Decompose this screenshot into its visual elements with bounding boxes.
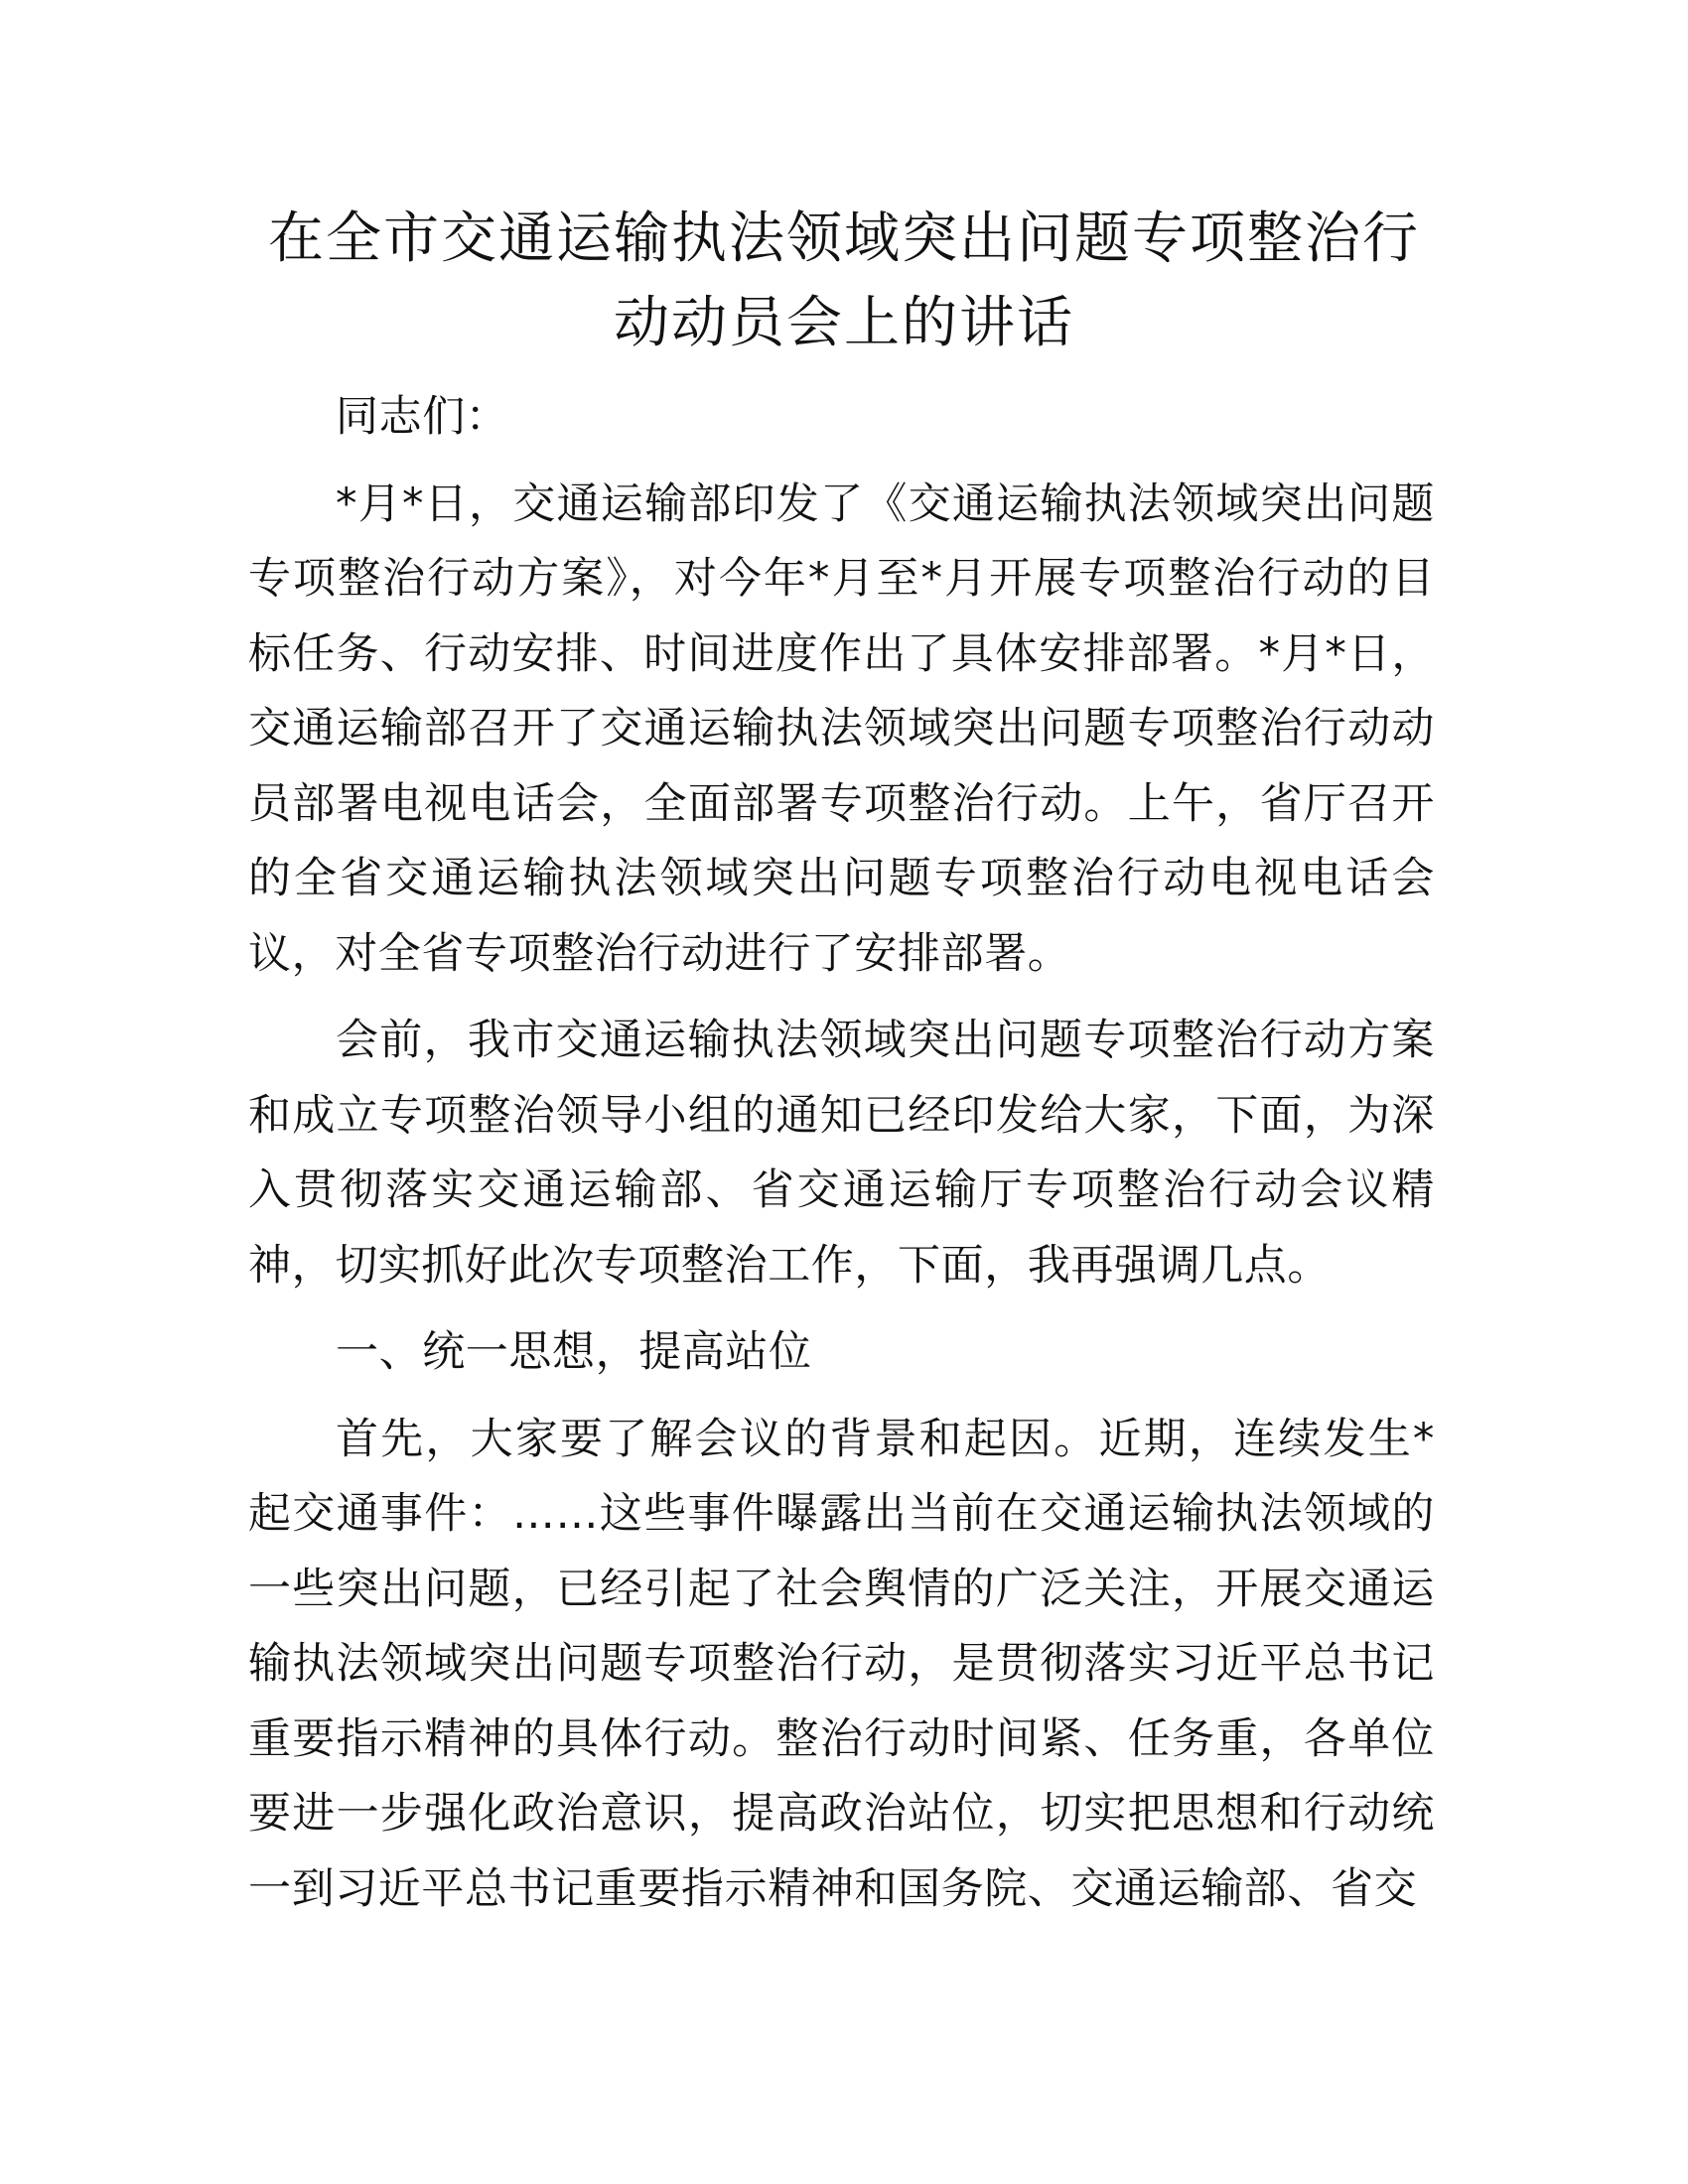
salutation: 同志们： xyxy=(336,392,509,442)
title-line-2: 动动员会上的讲话 xyxy=(614,291,1074,355)
document-body xyxy=(248,380,1435,1939)
body-paragraph-1: *月*日，交通运输部印发了《交通运输执法领域突出问题专项整治行动方案》，对今年*月至*月开展专项整治行动的目标任务、行动安排、时间进度作出了具体安排部署。*月*日，交通运输部召开了交通运输执法领域突出问题专项整治行动动员部署电视电话会，全面部署专项整治行动。上午，省厅召开的全省交通运输执法领域突出问题专项整治行动电视电话会议，对全省专项整治行动进行了安排部署。 xyxy=(248,478,1435,979)
title-line-1: 在全市交通运输执法领域突出问题专项整治行 xyxy=(268,206,1420,271)
body-paragraph-2: 会前，我市交通运输执法领域突出问题专项整治行动方案和成立专项整治领导小组的通知已经印发给大家，下面，为深入贯彻落实交通运输部、省交通运输厅专项整治行动会议精神，切实抓好此次专项整治工作，下面，我再强调几点。 xyxy=(248,1016,1435,1291)
document-title xyxy=(228,197,1460,365)
section-paragraph: 首先，大家要了解会议的背景和起因。近期，连续发生*起交通事件：……这些事件曝露出当前在交通运输执法领域的一些突出问题，已经引起了社会舆情的广泛关注，开展交通运输执法领域突出问题专项整治行动，是贯彻落实习近平总书记重要指示精神的具体行动。整治行动时间紧、任务重，各单位要进一步强化政治意识，提高政治站位，切实把思想和行动统一到习近平总书记重要指示精神和国务院、交通运输部、省交 xyxy=(248,1414,1435,1914)
section-heading: 一、统一思想，提高站位 xyxy=(336,1327,812,1377)
